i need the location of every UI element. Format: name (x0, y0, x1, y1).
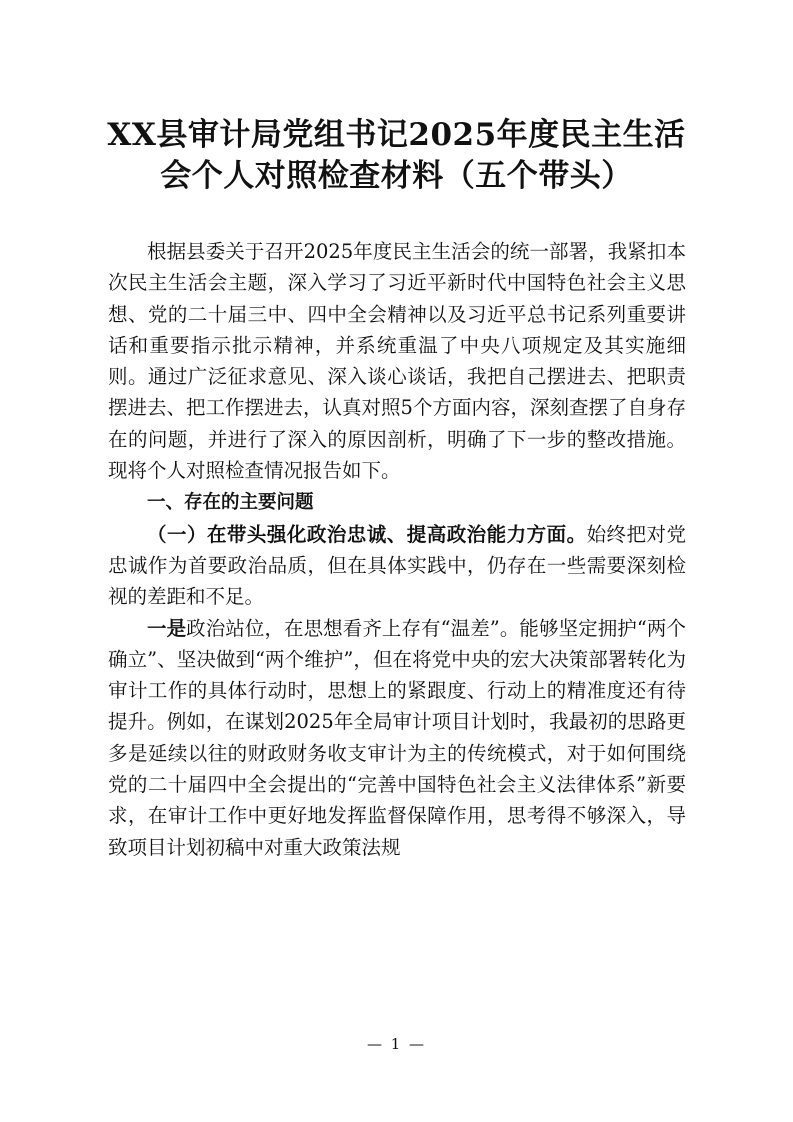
point-1-lead: 一是 (147, 616, 187, 640)
point-paragraph (108, 613, 686, 863)
section-1-heading: 一、存在的主要问题 (147, 492, 314, 514)
subsection-1-text: 始终把对党忠诚作为首要政治品质，但在具体实践中，仍存在一些需要深刻检视的差距和不足。 (108, 522, 686, 609)
page-number: — 1 — (366, 1035, 427, 1053)
point-1-text: 政治站位，在思想看齐上存有“温差”。能够坚定拥护“两个确立”、坚决做到“两个维护”，但在将党中央的宏大决策部署转化为审计工作的具体行动时，思想上的紧跟度、行动上的精准度还有待提升。例如，在谋划2025年全局审计项目计划时，我最初的思路更多是延续以往的财政财务收支审计为主的传统模式，对于如何围绕党的二十届四中全会提出的“完善中国特色社会主义法律体系”新要求，在审计工作中更好地发挥监督保障作用，思考得不够深入，导致项目计划初稿中对重大政策法规 (108, 616, 686, 859)
subsection-1-lead: （一）在带头强化政治忠诚、提高政治能力方面。 (147, 522, 587, 546)
document-body (108, 236, 686, 863)
document-title-line-1: XX县审计局党组书记2025年度民主生活 (107, 117, 686, 153)
section-heading (108, 486, 686, 518)
document-title-line-2: 会个人对照检查材料（五个带头） (160, 158, 633, 194)
subsection-paragraph (108, 519, 686, 613)
intro-paragraph: 根据县委关于召开2025年度民主生活会的统一部署，我紧扣本次民主生活会主题，深入学习了习近平新时代中国特色社会主义思想、党的二十届三中、四中全会精神以及习近平总书记系列重要讲话和重要指示批示精神，并系统重温了中央八项规定及其实施细则。通过广泛征求意见、深入谈心谈话，我把自己摆进去、把职责摆进去、把工作摆进去，认真对照5个方面内容，深刻查摆了自身存在的问题，并进行了深入的原因剖析，明确了下一步的整改措施。现将个人对照检查情况报告如下。 (108, 240, 686, 483)
